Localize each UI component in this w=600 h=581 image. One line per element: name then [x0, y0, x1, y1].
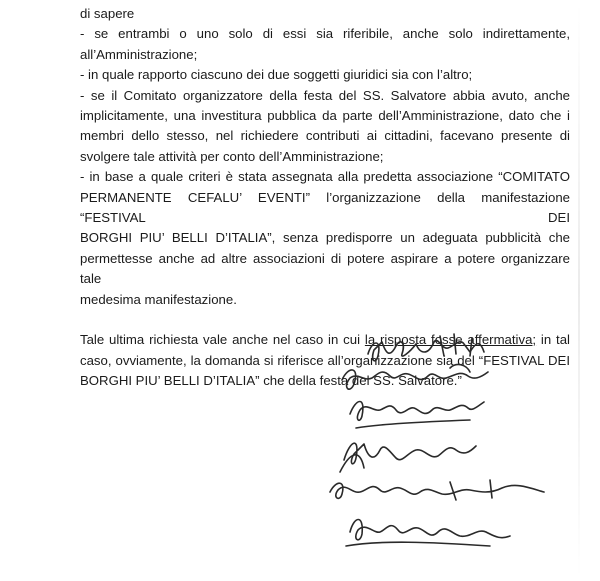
signature-block — [320, 332, 560, 572]
scan-edge-shadow — [578, 0, 580, 581]
text-line-10: PERMANENTE CEFALU’ EVENTI” l’organizzazione della manifestazione “FESTIVAL DEI — [80, 189, 570, 226]
text-line-5: - se il Comitato organizzatore della festa del SS. Salvatore abbia avuto, anche — [80, 87, 570, 103]
text-line-7: membri dello stesso, nel richiedere contributi ai cittadini, facevano presente di — [80, 128, 570, 144]
paragraph-gap — [80, 310, 570, 330]
text-line-12: permettesse anche ad altre associazioni di potere aspirare a potere organizzare tale — [80, 250, 570, 287]
closing-line-1-underlined: la risposta fosse affermativa; — [364, 332, 537, 348]
closing-line-3: BORGHI PIU’ BELLI D’ITALIA” che della festa del SS. Salvatore.” — [80, 372, 462, 388]
signature-2 — [342, 370, 488, 389]
closing-line-2: caso, ovviamente, la domanda si riferisce all’organizzazione sia del “FESTIVAL DEI — [80, 352, 570, 368]
text-line-9: - in base a quale criteri è stata assegnata alla predetta associazione “COMITATO — [80, 169, 570, 185]
text-line-1: di sapere — [80, 6, 135, 21]
text-line-3: all’Amministrazione; — [80, 46, 198, 62]
closing-line-1-after: in tal — [536, 332, 570, 348]
signature-6 — [350, 520, 510, 540]
signatures-icon — [320, 332, 560, 572]
text-line-8: svolgere tale attività per conto dell’Amministrazione; — [80, 148, 384, 164]
text-line-13: medesima manifestazione. — [80, 291, 237, 307]
closing-line-1-before: Tale ultima richiesta vale anche nel caso in cui — [80, 332, 365, 348]
text-line-11: BORGHI PIU’ BELLI D’ITALIA”, senza predisporre un adeguata pubblicità che — [80, 230, 570, 246]
signature-4 — [344, 443, 476, 464]
text-line-4: - in quale rapporto ciascuno dei due soggetti giuridici sia con l’altro; — [80, 67, 473, 83]
text-line-6: implicitamente, una investitura pubblica da parte dell’Amministrazione, dato che i — [80, 108, 570, 124]
text-line-2: - se entrambi o uno solo di essi sia riferibile, anche solo indirettamente, — [80, 26, 570, 42]
signature-5 — [330, 483, 544, 498]
signature-3 — [350, 402, 484, 421]
signature-1 — [368, 340, 484, 360]
